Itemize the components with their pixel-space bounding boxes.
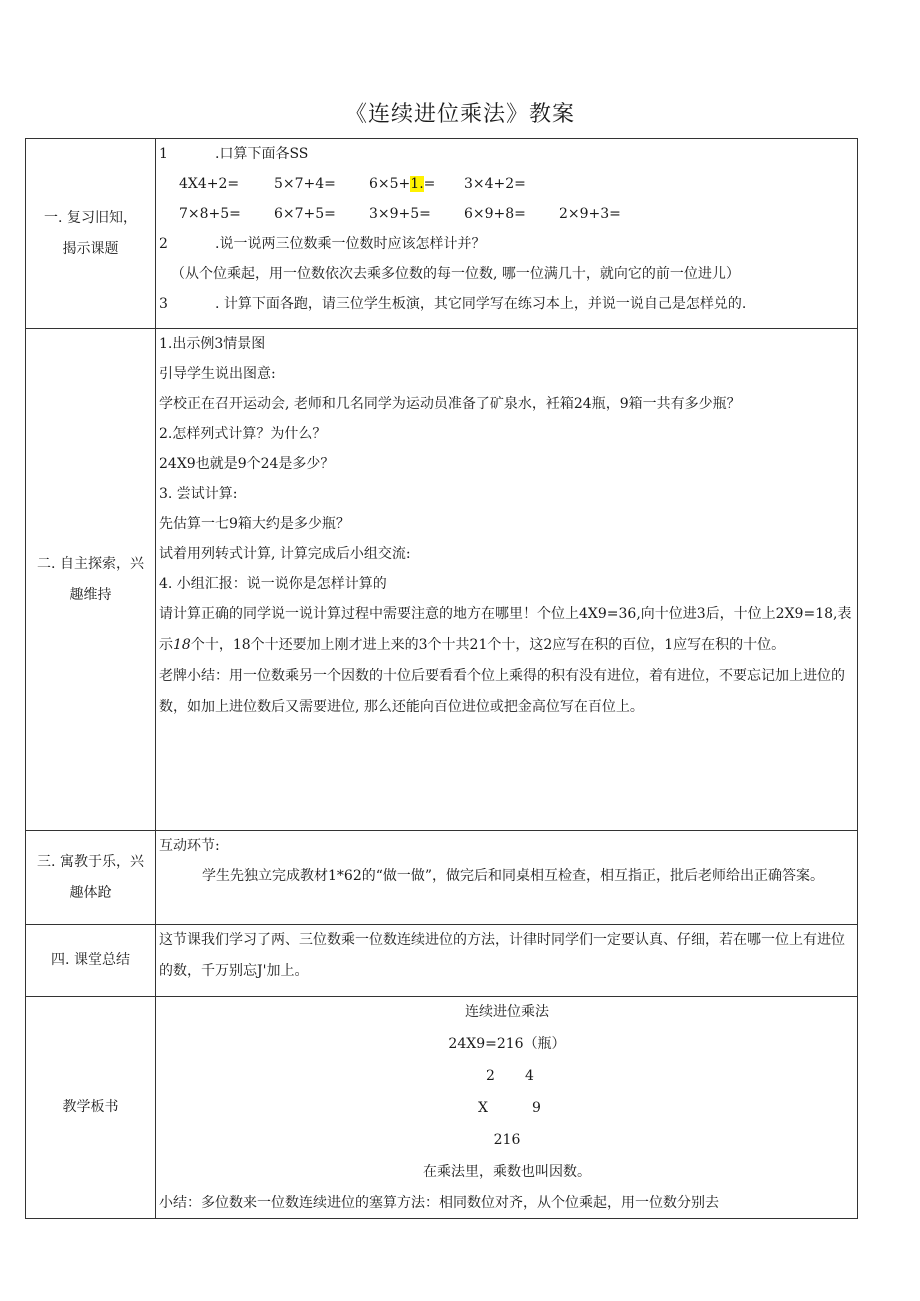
question-2: 2 .说一说两三位数乘一位数时应该怎样计并？: [159, 236, 486, 252]
document-title: 《连续进位乘法》教案: [344, 102, 575, 127]
section-review: [26, 139, 858, 329]
section-label: 四. 课堂总结: [26, 925, 156, 997]
section-label: 教学板书: [26, 997, 156, 1219]
section-content: [156, 997, 858, 1219]
board-result: 216: [493, 1132, 521, 1148]
section-explore: [26, 329, 858, 831]
section-summary: [26, 925, 858, 997]
text-line: 试着用列转式计算, 计算完成后小组交流:: [159, 546, 411, 562]
text-line: 24X9也就是9个24是多少？: [159, 456, 335, 472]
oral-row-2: 7×8+5= 6×7+5= 3×9+5= 6×9+8= 2×9+3=: [179, 206, 621, 222]
paragraph: 老牌小结：用一位数乘另一个因数的十位后要看看个位上乘得的积有没有进位，着有进位，不要忘记加上进位的数，如加上进位数后又需要进位, 那么还能向百位进位或把金高位写在百位上。: [159, 668, 845, 715]
text-line: 先估算一七9箱大约是多少瓶？: [159, 516, 350, 532]
text-line: 2.怎样列式计算？为什么？: [159, 426, 327, 442]
section-content: [156, 831, 858, 925]
board-title: 连续进位乘法: [465, 1004, 549, 1020]
text-line: 互动环节:: [159, 838, 220, 854]
section-label: 二. 自主探索，兴 趣维持: [26, 329, 156, 831]
paragraph: 请计算正确的同学说一说计算过程中需要注意的地方在哪里！个位上4X9=36,向十位进3后，十位上2X9=18,表示18个十，18个十还要加上刚才进上来的3个十共21个十，这2应写在积的百位，1应写在积的十位。: [159, 606, 852, 653]
board-multiplier: X 9: [478, 1100, 541, 1116]
section-fun: [26, 831, 858, 925]
oral-row-1: 4X4+2= 5×7+4= 6×5+1.= 3×4+2=: [179, 176, 526, 192]
board-equation: 24X9=216（瓶）: [448, 1036, 566, 1052]
section-content: [156, 139, 858, 329]
text-line: 学校正在召开运动会, 老师和几名同学为运动员准备了矿泉水，衽箱24瓶，9箱一共有多少瓶？: [159, 396, 741, 412]
text-line: 1.出示例3情景图: [159, 336, 266, 352]
highlighted-text: 1.: [410, 176, 424, 192]
board-note: 在乘法里，乘数也叫因数。: [423, 1164, 591, 1180]
question-3: 3 . 计算下面各跑，请三位学生板演，其它同学写在练习本上，并说一说自己是怎样兑的.: [159, 296, 747, 312]
paragraph: 这节课我们学习了两、三位数乘一位数连续进位的方法，计律时同学们一定要认真、仔细，若在哪一位上有进位的数，千万别忘J'加上。: [159, 932, 845, 979]
paragraph: 学生先独立完成教材1*62的“做一做”，做完后和同桌相互检查，相互指正，批后老师给出正确答案。: [202, 868, 825, 884]
board-digits: 2 4: [486, 1068, 534, 1084]
text-line: 4. 小组汇报：说一说你是怎样计算的: [159, 576, 387, 592]
text-line: 引导学生说出图意:: [159, 366, 276, 382]
section-content: [156, 329, 858, 831]
text-line: 3. 尝试计算:: [159, 486, 238, 502]
lesson-plan-table: [25, 138, 858, 1219]
section-label: 一. 复习旧知， 揭示课题: [26, 139, 156, 329]
question-1: 1 .口算下面各SS: [159, 146, 309, 162]
section-board: [26, 997, 858, 1219]
section-content: [156, 925, 858, 997]
question-2-answer: （从个位乘起，用一位数依次去乘多位数的每一位数, 哪一位满几十，就向它的前一位进儿）: [171, 266, 740, 282]
board-summary: 小结：多位数来一位数连续进位的塞算方法：相同数位对齐，从个位乘起，用一位数分别去: [159, 1195, 719, 1211]
section-label: 三. 寓教于乐，兴 趣体跄: [26, 831, 156, 925]
